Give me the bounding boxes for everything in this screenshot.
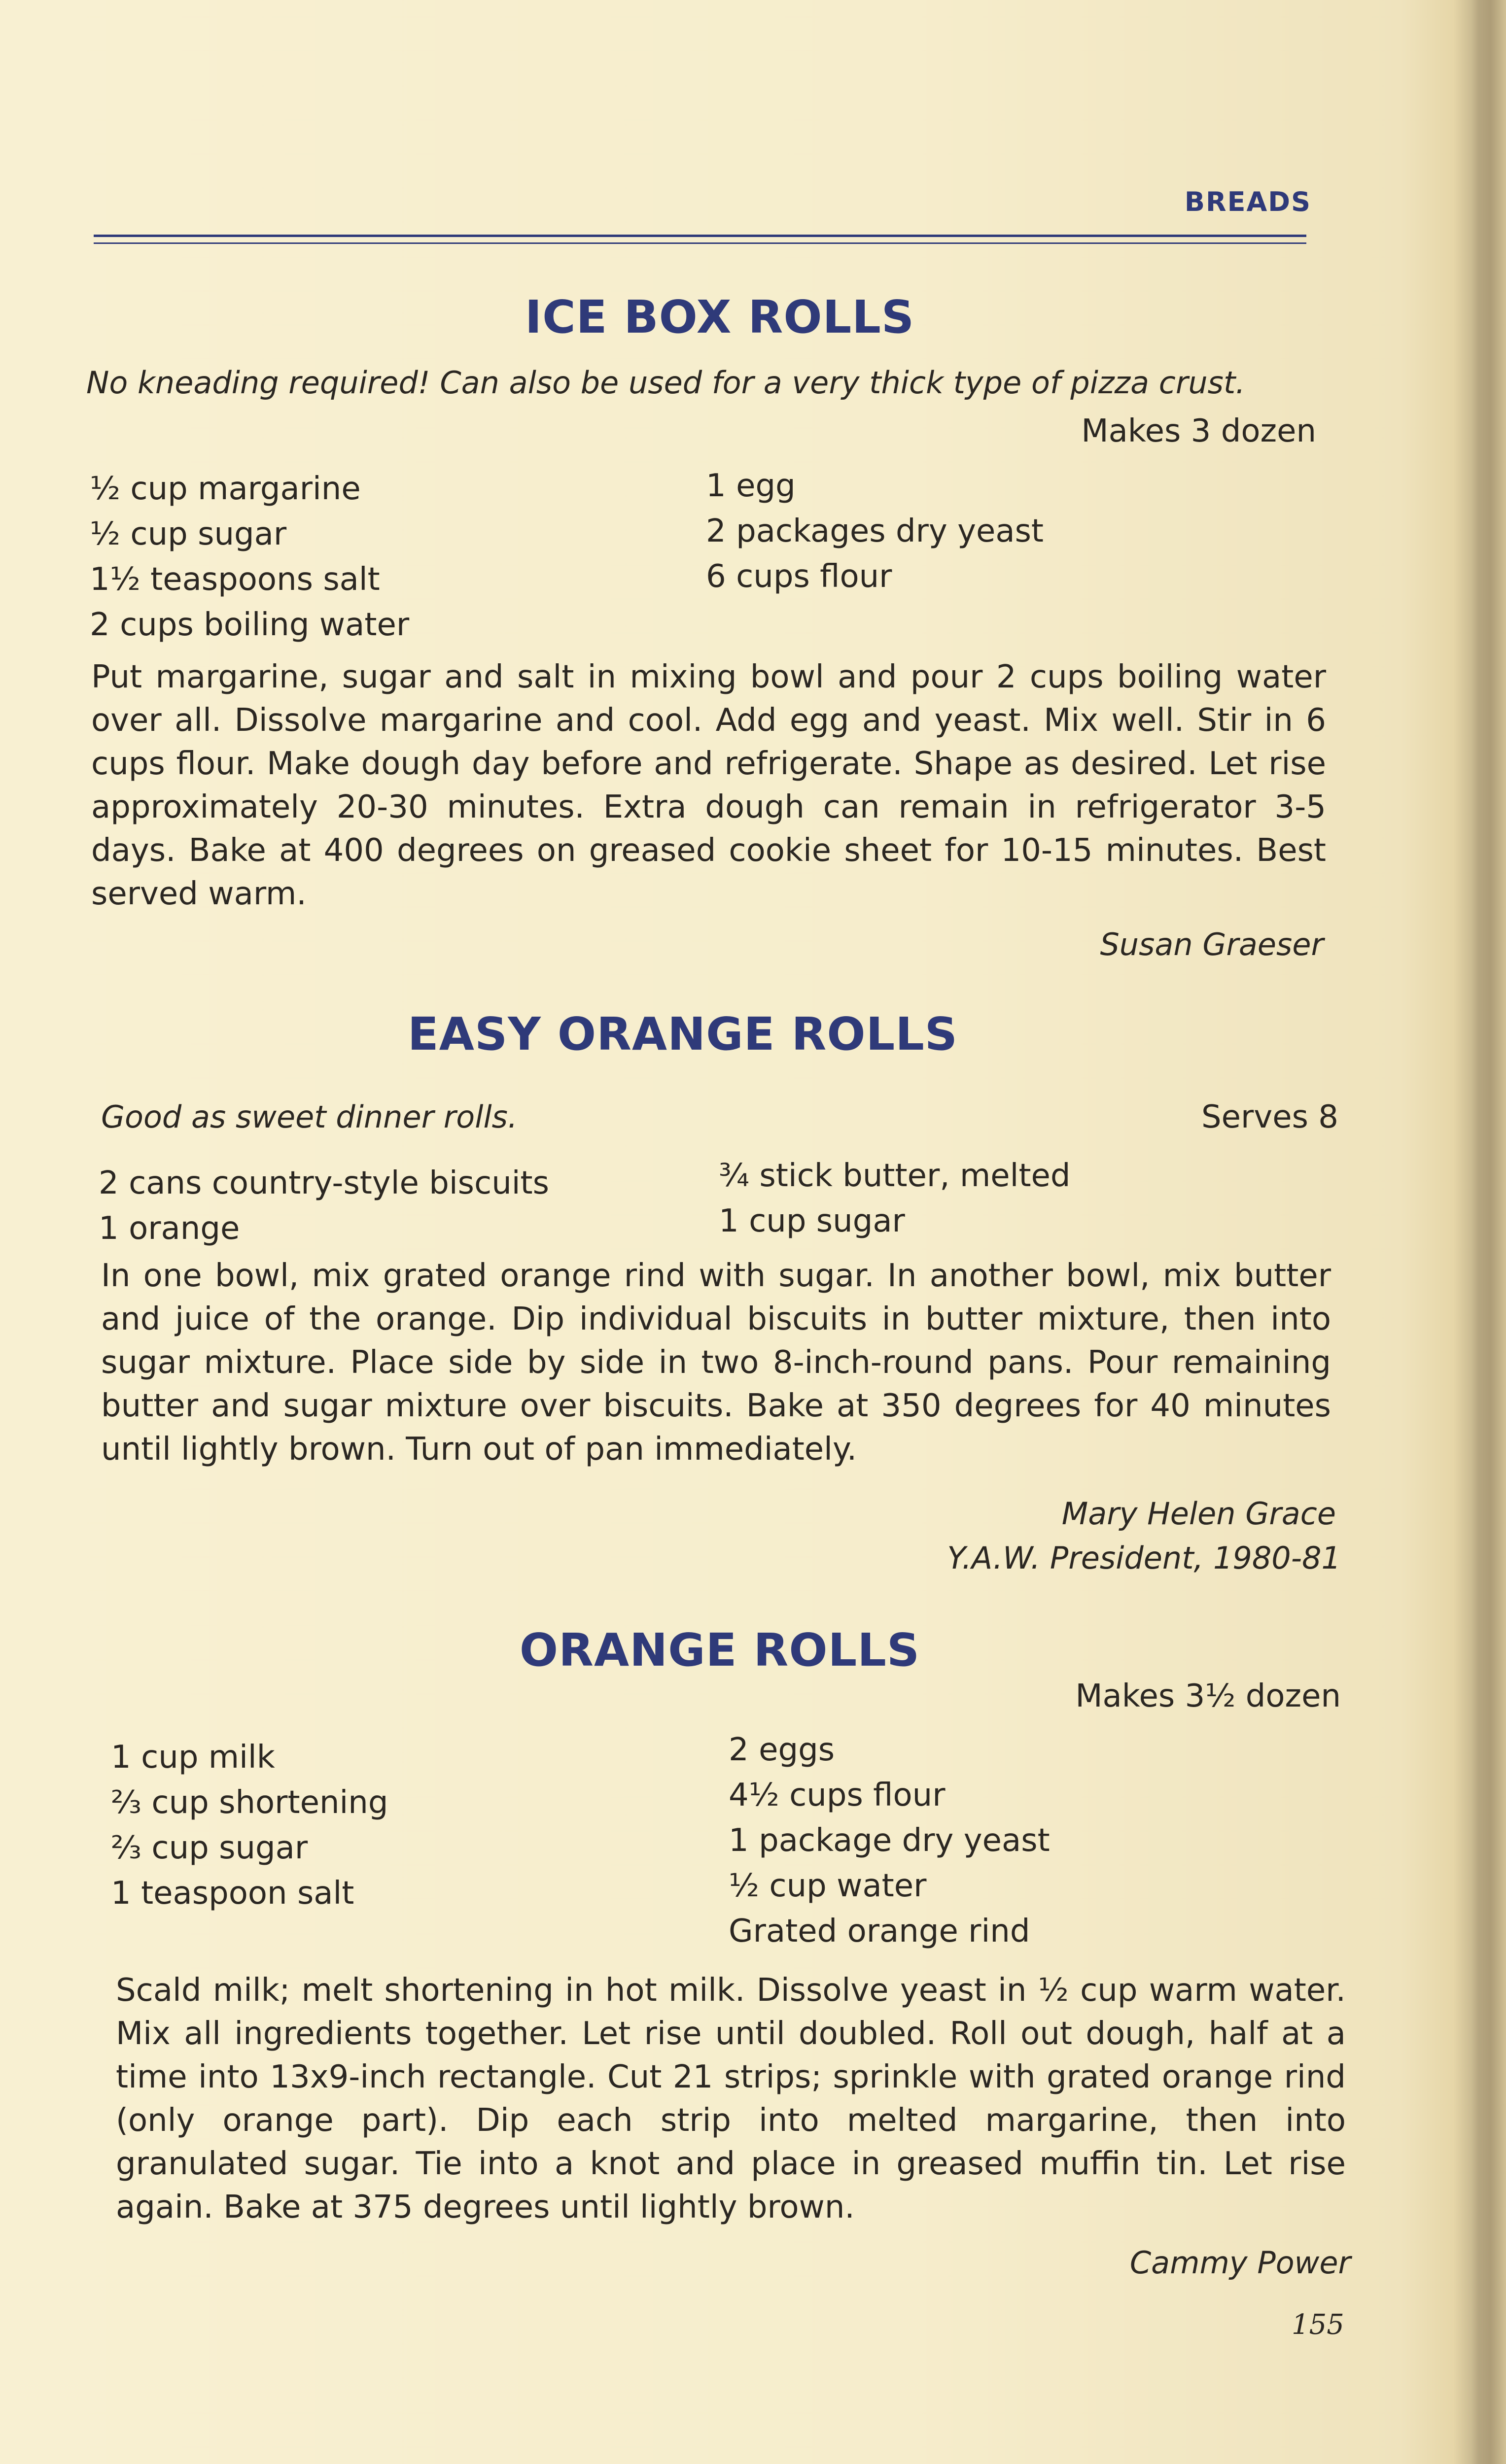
page-number: 155: [1292, 2309, 1344, 2341]
ingredient: 1 teaspoon salt: [111, 1875, 354, 1912]
ingredients-right: [706, 463, 1044, 599]
ingredients-right: [719, 1153, 1071, 1244]
ingredient: 2 packages dry yeast: [706, 513, 1044, 549]
ingredient: ½ cup water: [729, 1868, 927, 1904]
ingredient: 1 egg: [706, 468, 796, 504]
ingredient: ¾ stick butter, melted: [719, 1158, 1071, 1194]
ingredient: 1½ teaspoons salt: [90, 561, 380, 598]
book-spine-shadow: [1471, 0, 1506, 2464]
ingredient: Grated orange rind: [729, 1913, 1030, 1950]
ingredient: 4½ cups flour: [729, 1777, 946, 1814]
ingredient: 1 cup milk: [111, 1739, 275, 1776]
ingredient: 6 cups flour: [706, 558, 892, 595]
recipe-author: Mary Helen Grace: [1061, 1496, 1336, 1532]
ingredient: 1 package dry yeast: [729, 1822, 1050, 1859]
ingredients-left: [99, 1161, 549, 1251]
recipe-author-title: Y.A.W. President, 1980-81: [947, 1540, 1341, 1576]
recipe-author: Cammy Power: [1129, 2245, 1351, 2281]
recipe-yield: Serves 8: [1201, 1099, 1338, 1135]
ingredients-left: [111, 1735, 388, 1916]
ingredient: 2 eggs: [729, 1732, 835, 1768]
header-rule-thick: [94, 235, 1306, 237]
recipe-title-ice-box-rolls: ICE BOX ROLLS: [525, 291, 915, 343]
recipe-yield: Makes 3 dozen: [1081, 413, 1316, 449]
recipe-note: No kneading required! Can also be used for a very thick type of pizza crust.: [86, 365, 1245, 401]
ingredient: ⅔ cup shortening: [111, 1784, 388, 1821]
recipe-directions: Scald milk; melt shortening in hot milk. Dissolve yeast in ½ cup warm water. Mix all ingredients together. Let rise until doubled. Roll out dough, half at a time into 13x9-inch rectangle. Cut 21 strips; sprinkle with grated orange rind (only orange part). Dip each strip into melted margarine, then into granulated sugar. Tie into a knot and place in greased muffin tin. Let rise again. Bake at 375 degrees until lightly brown.: [116, 1972, 1346, 2225]
ingredients-left: [90, 466, 409, 648]
ingredient: ½ cup sugar: [90, 516, 287, 552]
ingredient: ½ cup margarine: [90, 471, 361, 507]
recipe-author: Susan Graeser: [1100, 926, 1324, 962]
ingredient: 1 cup sugar: [719, 1203, 905, 1239]
ingredient: 2 cups boiling water: [90, 607, 410, 643]
section-header: BREADS: [1184, 186, 1311, 217]
recipe-note: Good as sweet dinner rolls.: [101, 1099, 518, 1135]
ingredient: 2 cans country-style biscuits: [99, 1165, 549, 1201]
recipe-yield: Makes 3½ dozen: [1075, 1678, 1341, 1714]
header-rule-thin: [94, 242, 1306, 244]
recipe-directions: Put margarine, sugar and salt in mixing bowl and pour 2 cups boiling water over all. Dissolve margarine and cool. Add egg and yeast. Mix well. Stir in 6 cups flour. Make dough day before and refrigerate. Shape as desired. Let rise approximately 20-30 minutes. Extra dough can remain in refrigerator 3-5 days. Bake at 400 degrees on greased cookie sheet for 10-15 minutes. Best served warm.: [91, 659, 1326, 912]
recipe-directions: In one bowl, mix grated orange rind with sugar. In another bowl, mix butter and juice of the orange. Dip individual biscuits in butter mixture, then into sugar mixture. Place side by side in two 8-inch-round pans. Pour remaining butter and sugar mixture over biscuits. Bake at 350 degrees for 40 minutes until lightly brown. Turn out of pan immediately.: [101, 1258, 1331, 1468]
recipe-title-easy-orange-rolls: EASY ORANGE ROLLS: [407, 1008, 958, 1061]
ingredients-right: [729, 1727, 1050, 1954]
ingredient: ⅔ cup sugar: [111, 1830, 308, 1866]
recipe-title-orange-rolls: ORANGE ROLLS: [519, 1624, 920, 1677]
ingredient: 1 orange: [99, 1210, 240, 1247]
